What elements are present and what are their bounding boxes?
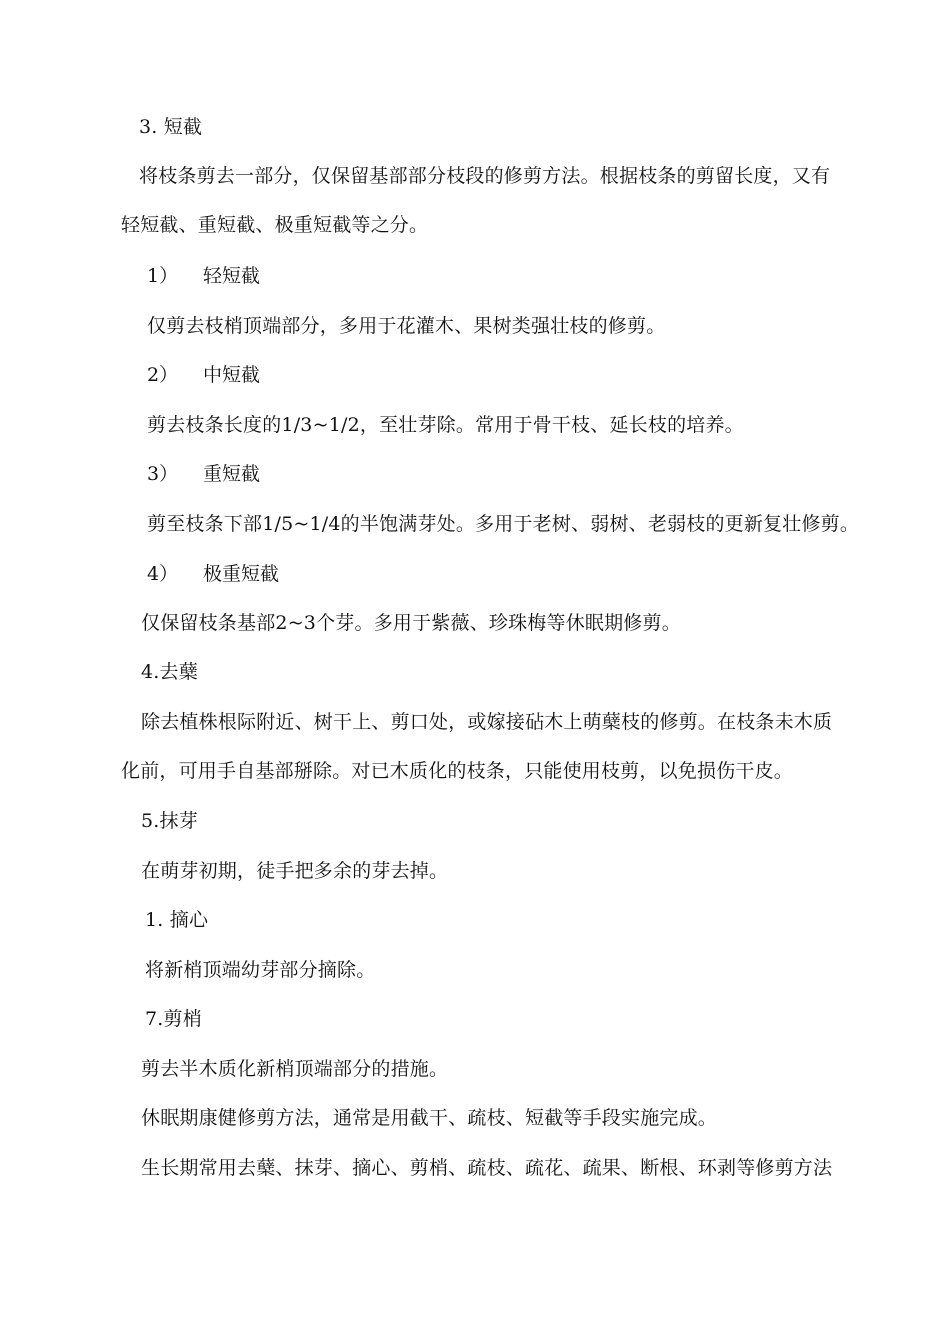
item-1-title: 轻短截: [203, 265, 261, 287]
item-2-number: 2）: [147, 364, 179, 386]
section-6-heading: 1. 摘心: [145, 909, 209, 931]
item-1-number: 1）: [147, 265, 179, 287]
dormant-period-paragraph: 休眠期康健修剪方法，通常是用截干、疏枝、短截等手段实施完成。: [141, 1107, 718, 1129]
item-3-title: 重短截: [203, 463, 261, 485]
section-4-paragraph-line-2: 化前，可用手自基部掰除。对已木质化的枝条，只能使用枝剪，以免损伤干皮。: [121, 760, 794, 782]
item-4-title: 极重短截: [203, 563, 280, 585]
item-4-number: 4）: [147, 563, 179, 585]
item-1-description: 仅剪去枝梢顶端部分，多用于花灌木、果树类强壮枝的修剪。: [147, 315, 666, 337]
growing-period-paragraph: 生长期常用去蘖、抹芽、摘心、剪梢、疏枝、疏花、疏果、断根、环剥等修剪方法: [141, 1157, 833, 1179]
section-7-paragraph: 剪去半木质化新梢顶端部分的措施。: [141, 1058, 449, 1080]
item-2-description: 剪去枝条长度的1/3~1/2，至壮芽除。常用于骨干枝、延长枝的培养。: [147, 414, 744, 436]
section-3-heading: 3. 短截: [139, 116, 203, 138]
section-7-heading: 7.剪梢: [145, 1008, 202, 1030]
section-3-paragraph-line-2: 轻短截、重短截、极重短截等之分。: [121, 214, 429, 236]
item-2-title: 中短截: [203, 364, 261, 386]
section-3-paragraph-line-1: 将枝条剪去一部分，仅保留基部部分枝段的修剪方法。根据枝条的剪留长度，又有: [139, 165, 831, 187]
section-5-paragraph: 在萌芽初期，徒手把多余的芽去掉。: [141, 860, 449, 882]
item-3-description: 剪至枝条下部1/5~1/4的半饱满芽处。多用于老树、弱树、老弱枝的更新复壮修剪。: [147, 513, 860, 535]
section-4-paragraph-line-1: 除去植株根际附近、树干上、剪口处，或嫁接砧木上萌蘖枝的修剪。在枝条未木质: [141, 711, 833, 733]
section-5-heading: 5.抹芽: [141, 810, 198, 832]
item-4-description: 仅保留枝条基部2~3个芽。多用于紫薇、珍珠梅等休眠期修剪。: [141, 612, 681, 634]
section-4-heading: 4.去蘖: [141, 661, 198, 683]
section-6-paragraph: 将新梢顶端幼芽部分摘除。: [145, 959, 376, 981]
item-3-number: 3）: [147, 463, 179, 485]
